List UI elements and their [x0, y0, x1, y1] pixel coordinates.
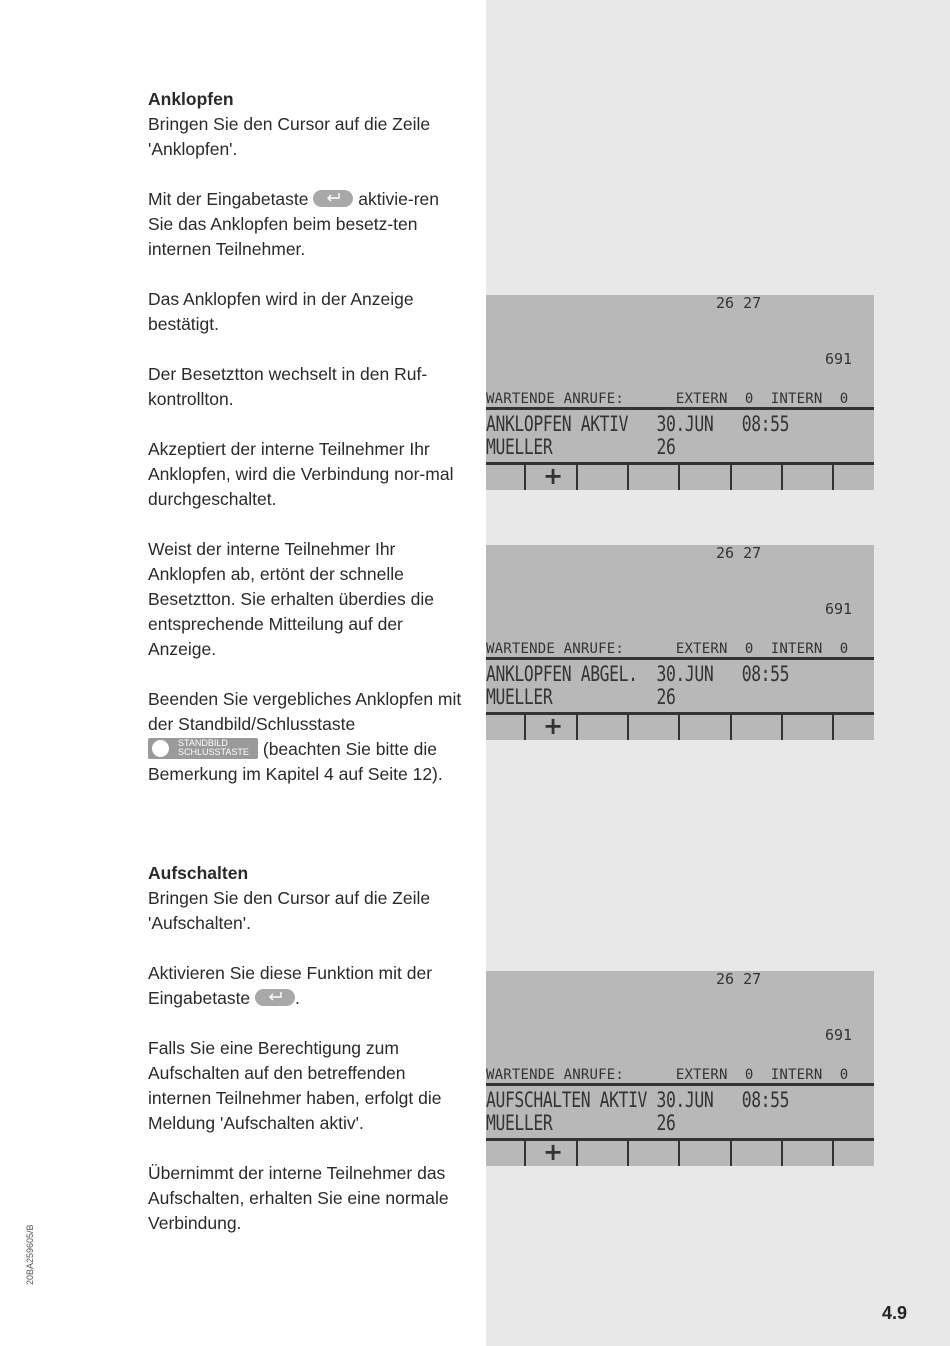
page-number: 4.9: [882, 1303, 908, 1323]
display-line-2: MUELLER 26: [486, 1111, 676, 1135]
display-line-1: ANKLOPFEN ABGEL. 30.JUN 08:55: [486, 662, 790, 686]
document-code: 20BA259605/B: [25, 1224, 35, 1285]
enter-key-icon: [255, 989, 295, 1006]
aufschalten-p2: [148, 961, 468, 1011]
display-line-1: ANKLOPFEN AKTIV 30.JUN 08:55: [486, 412, 790, 436]
display-status-line: WARTENDE ANRUFE: EXTERN 0 INTERN 0: [486, 641, 849, 657]
anklopfen-p3: Das Anklopfen wird in der Anzeige bestätigt.: [148, 289, 414, 334]
standbild-label-1: STANDBILD: [178, 738, 228, 748]
display-aufschalten-aktiv: [486, 971, 874, 1166]
plus-softkey-icon: +: [543, 712, 564, 740]
enter-key-icon: [313, 190, 353, 207]
anklopfen-p5: Akzeptiert der interne Teilnehmer Ihr Anklopfen, wird die Verbindung nor-mal durchgeschaltet.: [148, 439, 454, 509]
anklopfen-section: [148, 87, 468, 787]
display-line-2: MUELLER 26: [486, 685, 676, 709]
aufschalten-p4: Übernimmt der interne Teilnehmer das Aufschalten, erhalten Sie eine normale Verbindung.: [148, 1163, 449, 1233]
display-number: 691: [825, 1026, 853, 1044]
aufschalten-p3: Falls Sie eine Berechtigung zum Aufschalten auf den betreffenden internen Teilnehmer haben, erfolgt die Meldung 'Aufschalten aktiv'.: [148, 1038, 442, 1133]
display-status-line: WARTENDE ANRUFE: EXTERN 0 INTERN 0: [486, 391, 849, 407]
display-softkeys: [486, 462, 874, 490]
anklopfen-p2: [148, 187, 468, 262]
standbild-key-icon: [148, 738, 258, 759]
display-softkeys: [486, 1138, 874, 1166]
display-number: 691: [825, 350, 853, 368]
aufschalten-section: [148, 861, 468, 1236]
anklopfen-p7-a: Beenden Sie vergebliches Anklopfen mit der Standbild/Schlusstaste: [148, 689, 462, 734]
display-status-line: WARTENDE ANRUFE: EXTERN 0 INTERN 0: [486, 1067, 849, 1083]
display-anklopfen-aktiv: [486, 295, 874, 490]
display-number: 691: [825, 600, 853, 618]
aufschalten-p2-b: .: [295, 988, 300, 1008]
anklopfen-p2-a: Mit der Eingabetaste: [148, 189, 309, 209]
aufschalten-p2-a: Aktivieren Sie diese Funktion mit der Eingabetaste: [148, 963, 433, 1008]
display-line-1: AUFSCHALTEN AKTIV 30.JUN 08:55: [486, 1088, 790, 1112]
anklopfen-p2-b: aktivie-ren Sie das Anklopfen beim besetz-ten internen Teilnehmer.: [148, 189, 439, 259]
anklopfen-p6: Weist der interne Teilnehmer Ihr Anklopfen ab, ertönt der schnelle Besetztton. Sie erhalten überdies die entsprechende Mitteilung auf der Anzeige.: [148, 539, 435, 659]
aufschalten-p1: Bringen Sie den Cursor auf die Zeile 'Aufschalten'.: [148, 888, 431, 933]
display-top-numbers: 26 27: [716, 294, 762, 312]
anklopfen-heading: Anklopfen: [148, 89, 234, 109]
aufschalten-heading: Aufschalten: [148, 863, 249, 883]
anklopfen-p4: Der Besetztton wechselt in den Ruf-kontrollton.: [148, 364, 428, 409]
display-top-numbers: 26 27: [716, 970, 762, 988]
display-separator: [486, 407, 874, 410]
display-line-2: MUELLER 26: [486, 435, 676, 459]
anklopfen-p7-b: (beachten Sie bitte die Bemerkung im Kapitel 4 auf Seite 12).: [148, 739, 443, 784]
display-softkeys: [486, 712, 874, 740]
anklopfen-p7: [148, 687, 468, 787]
display-anklopfen-abgel: [486, 545, 874, 740]
plus-softkey-icon: +: [543, 1138, 564, 1166]
display-top-numbers: 26 27: [716, 544, 762, 562]
display-separator: [486, 657, 874, 660]
standbild-label-2: SCHLUSSTASTE: [178, 747, 249, 757]
anklopfen-p1: Bringen Sie den Cursor auf die Zeile 'Anklopfen'.: [148, 114, 431, 159]
display-separator: [486, 1083, 874, 1086]
plus-softkey-icon: +: [543, 462, 564, 490]
